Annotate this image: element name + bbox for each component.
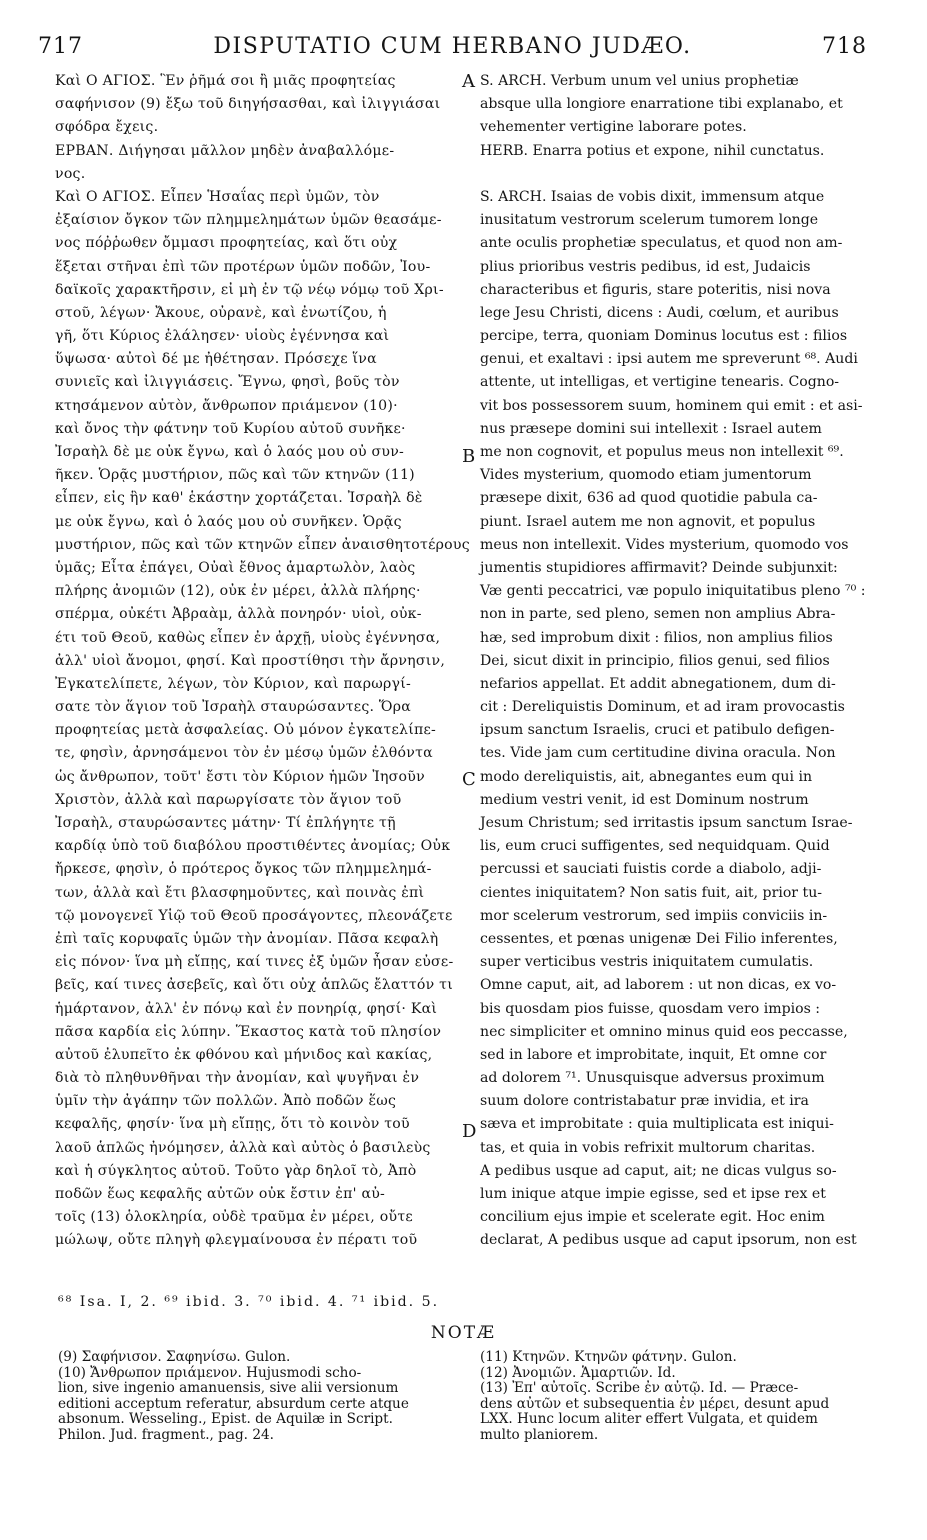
latin-text-line: S. ARCH. Verbum unum vel unius prophetiæ xyxy=(480,73,799,89)
greek-text-line: Ἐγκατελίπετε, λέγων, τὸν Κύριον, καὶ παρωργί- xyxy=(55,675,412,692)
latin-text-line: sæva et improbitate : quia multiplicata est iniqui- xyxy=(480,1116,834,1133)
latin-text-line: attente, ut intelligas, et vertigine tenearis. Cogno- xyxy=(480,374,840,391)
latin-text-line: A pedibus usque ad caput, ait; ne dicas vulgus so- xyxy=(480,1162,837,1179)
greek-text-line: σατε τὸν ἅγιον τοῦ Ἰσραὴλ σταυρώσαντες. Ὅρα xyxy=(55,699,412,716)
latin-text-line: cessentes, et pœnas unigenæ Dei Filio inferentes, xyxy=(480,930,838,947)
greek-text-line: σαφήνισον (9) ἔξω τοῦ διηγήσασθαι, καὶ ἰλιγγιάσαι xyxy=(55,96,441,113)
latin-text-line: Væ genti peccatrici, væ populo iniquitatibus pleno ⁷⁰ : xyxy=(480,583,866,600)
latin-text-line: non in parte, sed pleno, semen non amplius Abra- xyxy=(480,606,836,623)
latin-text-line: ante oculis prophetiæ speculatus, et quod non am- xyxy=(480,235,843,252)
note-line: LXX. Hunc locum aliter effert Vulgata, et quidem xyxy=(480,1411,818,1428)
latin-text-line: ad dolorem ⁷¹. Unusquisque adversus proximum xyxy=(480,1070,825,1087)
greek-text-line: διὰ τὸ πληθυνθῆναι τὴν ἀνομίαν, καὶ ψυγῆναι ἐν xyxy=(55,1070,420,1087)
notes-heading: NOTÆ xyxy=(430,1323,497,1343)
greek-text-line: Ἰσραὴλ δὲ με οὐκ ἔγνω, καὶ ὁ λαός μου οὐ συν- xyxy=(55,444,405,460)
greek-text-line: τοῖς (13) ὁλοκληρία, οὐδὲ τραῦμα ἐν μέρει, οὔτε xyxy=(55,1209,413,1226)
notes-right-column xyxy=(480,1350,880,1444)
note-line: dens αὐτῶν et subsequentia ἐν μέρει, desunt apud xyxy=(480,1395,830,1412)
latin-text-line xyxy=(480,163,888,186)
note-line: Philon. Jud. fragment., pag. 24. xyxy=(58,1426,274,1443)
note-line: (10) Ἄνθρωπον πριάμενον. Hujusmodi scho- xyxy=(58,1364,362,1381)
greek-text-line: νος. xyxy=(55,165,86,182)
greek-text-line: βεῖς, καί τινες ἀσεβεῖς, καὶ ὅτι οὐχ ἁπλῶς ἔλαττόν τι xyxy=(55,977,453,994)
latin-text-line: cit : Dereliquistis Dominum, et ad iram provocastis xyxy=(480,699,845,716)
greek-text-line: ὕψωσα· αὐτοὶ δέ με ἠθέτησαν. Πρόσεχε ἵνα xyxy=(55,351,377,368)
latin-text-line: modo dereliquistis, ait, abnegantes eum qui in xyxy=(480,768,813,785)
greek-text-line: καὶ ὄνος τὴν φάτνην τοῦ Κυρίου αὐτοῦ συνῆκε· xyxy=(55,420,406,437)
greek-text-line: κεφαλῆς, φησίν· ἵνα μὴ εἴπῃς, ὅτι τὸ κοινὸν τοῦ xyxy=(55,1116,410,1133)
latin-text-line: Dei, sicut dixit in principio, filios genui, sed filios xyxy=(480,652,830,669)
greek-text-line: ἐξαίσιον ὄγκον τῶν πλημμελημάτων ὑμῶν θεασάμε- xyxy=(55,212,442,229)
latin-text-line: ipsum sanctum Israelis, cruci et patibulo defigen- xyxy=(480,722,835,739)
margin-mark-b: B xyxy=(462,446,476,467)
latin-text-line: vit bos possessorem suum, hominem qui emit : et asi- xyxy=(480,397,863,414)
latin-text-line: bis quosdam pios fuisse, quosdam vero impios : xyxy=(480,1000,821,1017)
greek-text-line: ὑμᾶς; Εἶτα ἐπάγει, Οὐαὶ ἔθνος ἁμαρτωλὸν, λαὸς xyxy=(55,559,416,576)
latin-text-line: Vides mysterium, quomodo etiam jumentorum xyxy=(480,467,812,484)
latin-text-line: super verticibus vestris iniquitatem cumulatis. xyxy=(480,954,814,971)
page-header xyxy=(38,34,867,62)
latin-text-line: mor scelerum vestrorum, sed impiis conviciis in- xyxy=(480,907,828,924)
latin-text-line: HERB. Enarra potius et expone, nihil cunctatus. xyxy=(480,142,825,159)
latin-text-line: lum inique atque impie egisse, sed et ipse rex et xyxy=(480,1186,826,1202)
latin-text-line: concilium ejus impie et scelerate egit. Hoc enim xyxy=(480,1209,825,1226)
greek-text-line: ῆκεν. Ὁρᾷς μυστήριον, πῶς καὶ τῶν κτηνῶν (11) xyxy=(55,467,415,484)
latin-text-line: S. ARCH. Isaias de vobis dixit, immensum atque xyxy=(480,188,825,205)
latin-text-line: sed in labore et improbitate, inquit, Et omne cor xyxy=(480,1046,827,1063)
latin-text-line: Jesum Christum; sed irritastis ipsum sanctum Israe- xyxy=(480,815,853,831)
greek-text-line: σφόδρα ἔχεις. xyxy=(55,119,159,136)
note-line: (11) Κτηνῶν. Κτηνῶν φάτνην. Gulon. xyxy=(480,1349,737,1365)
footnotes: ⁶⁸ Isa. I, 2. ⁶⁹ ibid. 3. ⁷⁰ ibid. 4. ⁷¹ ibid. 5. xyxy=(58,1294,440,1310)
page-number-right: 718 xyxy=(822,34,867,59)
greek-text-line: με οὐκ ἔγνω, καὶ ὁ λαός μου οὐ συνῆκεν. Ὁρᾷς xyxy=(55,513,402,530)
greek-text-line: αὐτοῦ ἐλυπεῖτο ἐκ φθόνου καὶ μήνιδος καὶ κακίας, xyxy=(55,1046,433,1063)
greek-text-line: Καὶ Ο ΑΓΙΟΣ. Εἶπεν Ἡσαΐας περὶ ὑμῶν, τὸν xyxy=(55,188,380,205)
greek-text-line: των, ἀλλὰ καὶ ἔτι βλασφημοῦντες, καὶ ποινὰς ἐπὶ xyxy=(55,884,425,901)
greek-text-line: ἤρκεσε, φησὶν, ὁ πρότερος ὄγκος τῶν πλημμελημά- xyxy=(55,861,432,878)
latin-text-line: percussi et sauciati fuistis corde a diabolo, adji- xyxy=(480,861,822,878)
greek-text-line: καὶ ἡ σύγκλητος αὐτοῦ. Τοῦτο γὰρ δηλοῖ τὸ, Ἀπὸ xyxy=(55,1162,417,1179)
note-line: (12) Ἀνομιῶν. Ἁμαρτιῶν. Id. xyxy=(480,1364,676,1381)
margin-mark-c: C xyxy=(462,769,476,790)
note-line: (13) Ἐπ' αὐτοῖς. Scribe ἐν αὐτῷ. Id. — Præce- xyxy=(480,1380,799,1397)
greek-text-line: ὑμῖν τὴν ἀγάπην τῶν πολλῶν. Ἀπὸ ποδῶν ἕως xyxy=(55,1093,397,1110)
latin-text-line: percipe, terra, quoniam Dominus locutus est : filios xyxy=(480,328,848,345)
note-line: (9) Σαφήνισον. Σαφηνίσω. Gulon. xyxy=(58,1349,291,1365)
greek-text-line: προφητείας μετὰ ἀσφαλείας. Οὐ μόνον ἐγκατελίπε- xyxy=(55,722,437,739)
margin-mark-d: D xyxy=(462,1121,477,1142)
note-line: multo planiorem. xyxy=(480,1426,599,1443)
latin-text-line: nec simpliciter et omnino minus quid eos peccasse, xyxy=(480,1023,848,1040)
greek-text-line: λαοῦ ἁπλῶς ἠνόμησεν, ἀλλὰ καὶ αὐτὸς ὁ βασιλεὺς xyxy=(55,1139,431,1156)
greek-text-line: τε, φησὶν, ἀρνησάμενοι τὸν ἐν μέσῳ ὑμῶν ἐλθόντα xyxy=(55,745,433,762)
greek-text-line: καρδίᾳ ὑπὸ τοῦ διαβόλου προστιθέντες ἀνομίας; Οὐκ xyxy=(55,838,451,855)
greek-text-line: στοῦ, λέγων· Ἄκουε, οὐρανὲ, καὶ ἐνωτίζου, ἡ xyxy=(55,304,387,321)
greek-text-line: κτησάμενον αὐτὸν, ἄνθρωπον πριάμενον (10)· xyxy=(55,397,398,414)
greek-text-line: Χριστὸν, ἀλλὰ καὶ παρωργίσατε τὸν ἅγιον τοῦ xyxy=(55,791,402,808)
latin-text-line: cientes iniquitatem? Non satis fuit, ait, prior tu- xyxy=(480,884,823,901)
greek-text-line: Καὶ Ο ΑΓΙΟΣ. Ἓν ῥῆμά σοι ἢ μιᾶς προφητείας xyxy=(55,73,396,89)
latin-text-line: vehementer vertigine laborare potes. xyxy=(480,119,747,136)
running-title: DISPUTATIO CUM HERBANO JUDÆO. xyxy=(213,34,692,59)
greek-text-line: ἀλλ' υἱοὶ ἄνομοι, φησί. Καὶ προστίθησι τὴν ἄρνησιν, xyxy=(55,652,446,669)
latin-text-line: absque ulla longiore enarratione tibi explanabo, et xyxy=(480,96,843,113)
latin-text-line: lege Jesu Christi, dicens : Audi, cœlum, et auribus xyxy=(480,304,839,321)
greek-text-line: εἶπεν, εἰς ἣν καθ' ἑκάστην χορτάζεται. Ἰσραὴλ δὲ xyxy=(55,490,423,507)
latin-text-line: hæ, sed improbum dixit : filios, non amplius filios xyxy=(480,629,833,646)
greek-text-line: εἰς πόνον· ἵνα μὴ εἴπῃς, καί τινες ἐξ ὑμῶν ἦσαν εὐσε- xyxy=(55,954,454,971)
latin-text-line: tes. Vide jam cum certitudine divina oracula. Non xyxy=(480,745,836,762)
greek-text-line: Ἰσραὴλ, σταυρώσαντες μάτην· Τί ἐπλήγητε τῇ xyxy=(55,815,396,831)
note-line: absonum. Wesseling., Epist. de Aquilæ in Script. xyxy=(58,1411,393,1428)
note-line: editioni acceptum referatur, absurdum certe atque xyxy=(58,1395,409,1412)
notes-left-column xyxy=(58,1350,458,1444)
latin-text-line: inusitatum vestrorum scelerum tumorem longe xyxy=(480,212,819,229)
greek-text-line: ὡς ἄνθρωπον, τοῦτ' ἔστι τὸν Κύριον ἡμῶν Ἰησοῦν xyxy=(55,768,425,785)
greek-text-line: ἕξεται στῆναι ἐπὶ τῶν προτέρων ὑμῶν ποδῶν, Ἰου- xyxy=(55,258,431,275)
latin-column xyxy=(480,70,888,1253)
greek-text-line: πλήρης ἀνομιῶν (12), οὐκ ἐν μέρει, ἀλλὰ πλήρης· xyxy=(55,583,421,600)
latin-text-line: genui, et exaltavi : ipsi autem me spreverunt ⁶⁸. Audi xyxy=(480,351,858,368)
latin-text-line: jumentis stupidiores affirmavit? Deinde subjunxit: xyxy=(480,559,838,576)
latin-text-line: nus præsepe domini sui intellexit : Israel autem xyxy=(480,420,822,437)
latin-text-line: præsepe dixit, 636 ad quod quotidie pabula ca- xyxy=(480,490,818,507)
latin-text-line: suum dolore contristabatur præ invidia, et ira xyxy=(480,1093,809,1110)
greek-text-line: έτι τοῦ Θεοῦ, καθὼς εἶπεν ἐν ἀρχῇ, υἱοὺς ἐγέννησα, xyxy=(55,629,441,646)
note-line: lion, sive ingenio amanuensis, sive alii versionum xyxy=(58,1380,399,1397)
latin-text-line: characteribus et figuris, stare poteritis, nisi nova xyxy=(480,281,831,298)
latin-text-line: meus non intellexit. Vides mysterium, quomodo vos xyxy=(480,536,849,553)
latin-text-line: medium vestri venit, id est Dominum nostrum xyxy=(480,791,809,808)
latin-text-line: Omne caput, ait, ad laborem : ut non dicas, ex vo- xyxy=(480,977,837,994)
greek-text-line: γῆ, ὅτι Κύριος ἐλάλησεν· υἱοὺς ἐγέννησα καὶ xyxy=(55,328,390,345)
greek-text-line: δαϊκοῖς χαρακτῆρσιν, εἰ μὴ ἐν τῷ νέῳ νόμῳ τοῦ Χρι- xyxy=(55,281,444,298)
greek-text-line: μυστήριον, πῶς καὶ τῶν κτηνῶν εἶπεν ἀναισθητοτέρους xyxy=(55,536,470,553)
margin-mark-a: A xyxy=(462,71,475,92)
greek-text-line: σπέρμα, οὐκέτι Ἀβραὰμ, ἀλλὰ πονηρόν· υἱοὶ, οὐκ- xyxy=(55,606,422,623)
greek-text-line: ποδῶν ἕως κεφαλῆς αὐτῶν οὐκ ἔστιν ἐπ' αὐ- xyxy=(55,1186,386,1202)
latin-text-line: nefarios appellat. Et addit abnegationem, dum di- xyxy=(480,675,836,692)
latin-text-line: plius prioribus vestris pedibus, id est, Judaicis xyxy=(480,258,811,275)
page-number-left: 717 xyxy=(38,34,83,59)
greek-text-line: ΕΡΒΑΝ. Διήγησαι μᾶλλον μηδὲν ἀναβαλλόμε- xyxy=(55,142,395,159)
latin-text-line: piunt. Israel autem me non agnovit, et populus xyxy=(480,513,816,530)
greek-text-line: πᾶσα καρδία εἰς λύπην. Ἕκαστος κατὰ τοῦ πλησίον xyxy=(55,1023,442,1040)
latin-text-line: declarat, A pedibus usque ad caput ipsorum, non est xyxy=(480,1232,857,1249)
greek-text-line: τῷ μονογενεῖ Υἱῷ τοῦ Θεοῦ προσάγοντες, πλεονάζετε xyxy=(55,907,453,924)
latin-text-line: tas, et quia in vobis refrixit multorum charitas. xyxy=(480,1139,816,1156)
greek-text-line: μώλωψ, οὔτε πληγὴ φλεγμαίνουσα ἐν πέρατι τοῦ xyxy=(55,1232,418,1249)
greek-text-line: ἡμάρτανον, ἀλλ' ἐν πόνῳ καὶ ἐν πονηρίᾳ, φησί· Καὶ xyxy=(55,1000,438,1017)
greek-column xyxy=(55,70,470,1253)
greek-text-line: νος πόῤῥωθεν ὄμμασι προφητείας, καὶ ὅτι οὐχ xyxy=(55,235,398,252)
latin-text-line: lis, eum cruci suffigentes, sed nequidquam. Quid xyxy=(480,838,830,855)
greek-text-line: συνιεῖς καὶ ἰλιγγιάσεις. Ἔγνω, φησὶ, βοῦς τὸν xyxy=(55,374,400,391)
greek-text-line: ἐπὶ ταῖς κορυφαῖς ὑμῶν τὴν ἀνομίαν. Πᾶσα κεφαλὴ xyxy=(55,930,439,947)
latin-text-line: me non cognovit, et populus meus non intellexit ⁶⁹. xyxy=(480,444,844,460)
